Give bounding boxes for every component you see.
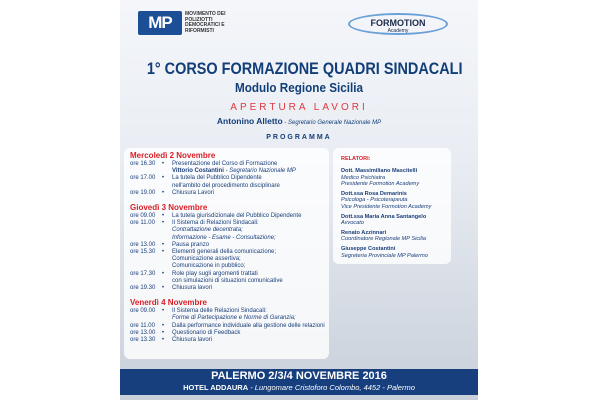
row-text [172, 271, 283, 285]
day-section [130, 151, 323, 197]
row-text [172, 213, 301, 220]
row-title: La tutela giurisdizionale del Pubblico Dipendente [172, 213, 302, 220]
row-time: ore 19.00 [130, 189, 156, 196]
row-time: ore 13.00 [130, 241, 156, 248]
day-label: Mercoledì 2 Novembre [130, 151, 216, 160]
row-time: ore 17.00 [130, 175, 156, 182]
schedule-row [130, 213, 323, 220]
row-title: Presentazione del Corso di Formazione [172, 161, 278, 167]
row-title: Elementi generali della comunicazione; [172, 249, 277, 256]
row-topic: Forme di Partecipazione e Norme di Garanzia; [172, 315, 296, 322]
row-time: ore 13.00 [130, 329, 156, 336]
speakers-title: RELATORI: [341, 156, 371, 162]
schedule-row [130, 220, 323, 242]
speaker-name: Antonino Alletto [216, 116, 283, 126]
schedule-row [130, 271, 323, 285]
speaker-name: Vittorio Costantini [172, 168, 224, 175]
schedule-row [130, 285, 323, 292]
speaker-role: Avvocato [341, 220, 364, 227]
speaker-name: Giuseppe Costantini [341, 245, 396, 252]
venue [120, 383, 478, 393]
row-line: nell'ambito del procedimento disciplinare [172, 182, 280, 189]
row-text [172, 249, 276, 271]
mp-logo [138, 11, 182, 35]
day-section [130, 298, 323, 344]
schedule-row [130, 161, 323, 175]
bullet-icon: • [162, 220, 165, 227]
bullet-icon: • [162, 285, 165, 292]
row-text [172, 242, 209, 249]
row-text [172, 161, 296, 175]
speaker-role: Coordinatore Regionale MP Sicilia [341, 236, 426, 243]
venue-name: HOTEL ADDAURA [183, 383, 249, 392]
row-line: Comunicazione in pubblico; [172, 263, 246, 270]
row-text [172, 308, 296, 322]
bullet-icon: • [162, 241, 165, 248]
row-title: Chiusura lavori [172, 285, 213, 292]
mp-logo-text: MP [148, 13, 172, 32]
bullet-icon: • [162, 249, 165, 256]
mp-logo-caption: MOVIMENTO DEI POLIZIOTTI DEMOCRATICI E RIFORMISTI [185, 11, 226, 34]
bullet-icon: • [162, 175, 165, 182]
row-line: Comunicazione assertiva; [172, 256, 241, 263]
speaker-role: - Segretario Nazionale MP [223, 168, 296, 175]
day-section [130, 203, 323, 292]
day-label: Giovedì 3 Novembre [130, 203, 208, 213]
speaker-name: Dott. Massimiliano Mascitelli [341, 168, 418, 174]
speaker-role: Psicologa - Psicoterapeuta [341, 197, 408, 204]
schedule-row [130, 337, 323, 344]
row-speaker [172, 168, 296, 175]
day-label: Venerdì 4 Novembre [130, 298, 207, 308]
row-text [172, 330, 240, 337]
speaker-entry [341, 230, 451, 243]
bullet-icon: • [162, 270, 165, 277]
speaker-role: Segreteria Provinciale MP Palermo [341, 252, 428, 259]
row-time: ore 15.30 [130, 249, 156, 256]
speaker-role: Presidente Formotion Academy [341, 181, 420, 188]
row-text [172, 285, 212, 292]
programme-panel [124, 148, 329, 359]
formotion-name: FORMOTION [370, 18, 426, 28]
schedule-row [130, 175, 323, 189]
row-time: ore 11.00 [130, 322, 155, 329]
row-title: Role play sugli argomenti trattati [172, 270, 258, 277]
speaker-entry [341, 246, 451, 259]
formotion-sub: Academy [387, 28, 409, 34]
row-time: ore 13.30 [130, 337, 156, 344]
bullet-icon: • [162, 337, 165, 344]
row-title: Chiusura lavori [172, 337, 213, 344]
schedule-row [130, 308, 323, 322]
apertura-heading: APERTURA LAVORI [230, 102, 368, 113]
speaker-name: Dott.ssa Rosa Demarinis [341, 190, 407, 197]
speaker-role: Medico Psichiatra [341, 174, 386, 181]
page-title: 1° CORSO FORMAZIONE QUADRI SINDACALI [146, 59, 463, 78]
speaker-name: Dott.ssa Maria Anna Santangelo [341, 213, 427, 220]
speaker-role: Vice Presidente Formotion Academy [341, 203, 432, 210]
row-title: Pausa pranzo [172, 241, 210, 248]
row-title: Il Sistema di Relazioni Sindacali: [172, 220, 259, 227]
speakers-panel [333, 148, 451, 264]
venue-address: - Lungomare Cristoforo Colombo, 4452 - Palermo [248, 383, 415, 392]
row-title: Chiusura Lavori [172, 189, 215, 196]
row-text [172, 220, 276, 242]
schedule-row [130, 242, 323, 249]
schedule-row [130, 323, 323, 330]
row-topic: Contrattazione decentrata; [172, 227, 243, 234]
bullet-icon: • [162, 322, 165, 329]
row-text [172, 323, 325, 330]
speaker-entry [341, 191, 451, 211]
bullet-icon: • [162, 308, 165, 315]
bullet-icon: • [162, 213, 165, 220]
footer-banner [120, 369, 478, 395]
bullet-icon: • [162, 161, 165, 167]
row-time: ore 09.00 [130, 308, 156, 315]
row-title: Questionario di Feedback [172, 329, 241, 336]
speaker-name: Renato Azzinnari [341, 229, 387, 236]
row-topic: Informazione - Esame - Consultazione; [172, 234, 276, 241]
row-time: ore 11.00 [130, 220, 155, 227]
bullet-icon: • [162, 329, 165, 336]
event-dates: PALERMO 2/3/4 NOVEMBRE 2016 [211, 370, 387, 382]
speaker-entry [341, 168, 451, 188]
row-time: ore 16.30 [130, 161, 156, 167]
row-title: La tutela del Pubblico Dipendente [172, 175, 262, 182]
row-time: ore 09.00 [130, 213, 156, 220]
schedule-row [130, 190, 323, 197]
row-title: Dalla performance individuale alla gestione delle relazioni [172, 322, 325, 329]
row-text [172, 190, 214, 197]
row-line: con simulazioni di situazioni comunicative [172, 277, 283, 284]
formotion-logo [348, 13, 448, 35]
row-title: Il Sistema delle Relazioni Sindacali: [172, 308, 267, 315]
row-time: ore 19.30 [130, 285, 156, 292]
speaker-role: - Segretario Generale Nazionale MP [282, 120, 382, 126]
row-text [172, 175, 280, 189]
page-subtitle: Modulo Regione Sicilia [234, 80, 364, 95]
row-text [172, 337, 212, 344]
row-time: ore 17.30 [130, 270, 156, 277]
opening-speaker [120, 116, 478, 126]
programma-heading: PROGRAMMA [266, 134, 332, 141]
schedule-row [130, 330, 323, 337]
bullet-icon: • [162, 189, 165, 196]
schedule-row [130, 249, 323, 271]
poster [120, 0, 478, 400]
speaker-entry [341, 214, 451, 227]
